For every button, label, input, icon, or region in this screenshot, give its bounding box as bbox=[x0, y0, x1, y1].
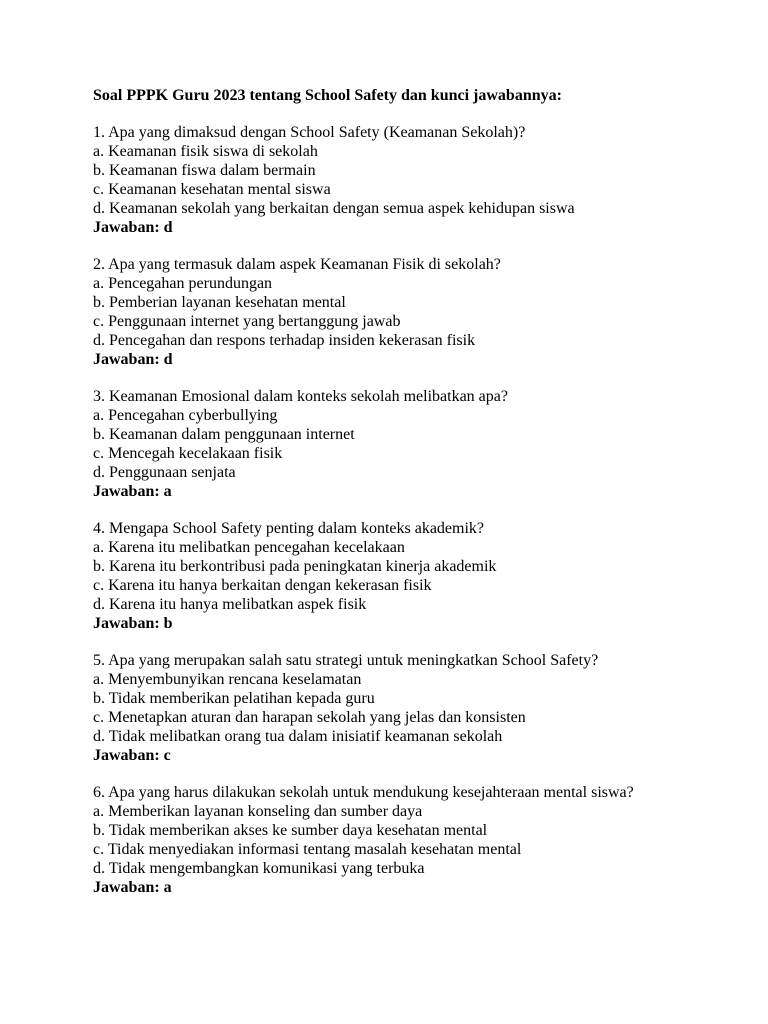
option-c: c. Keamanan kesehatan mental siswa bbox=[93, 181, 331, 198]
question-text: 5. Apa yang merupakan salah satu strategi untuk meningkatkan School Safety? bbox=[93, 652, 599, 669]
option-a: a. Karena itu melibatkan pencegahan kecelakaan bbox=[93, 539, 405, 556]
option-b: b. Karena itu berkontribusi pada peningkatan kinerja akademik bbox=[93, 558, 497, 575]
option-a: a. Memberikan layanan konseling dan sumber daya bbox=[93, 803, 423, 820]
option-b: b. Tidak memberikan akses ke sumber daya kesehatan mental bbox=[93, 822, 488, 839]
option-c: c. Tidak menyediakan informasi tentang masalah kesehatan mental bbox=[93, 841, 522, 858]
question-3 bbox=[93, 387, 753, 501]
option-a: a. Menyembunyikan rencana keselamatan bbox=[93, 671, 362, 688]
option-b: b. Keamanan fiswa dalam bermain bbox=[93, 162, 316, 179]
option-c: c. Menetapkan aturan dan harapan sekolah yang jelas dan konsisten bbox=[93, 709, 526, 726]
option-c: c. Karena itu hanya berkaitan dengan kekerasan fisik bbox=[93, 577, 432, 594]
option-b: b. Keamanan dalam penggunaan internet bbox=[93, 426, 355, 443]
answer-key: Jawaban: c bbox=[93, 747, 171, 764]
option-c: c. Penggunaan internet yang bertanggung jawab bbox=[93, 313, 401, 330]
question-2 bbox=[93, 255, 753, 369]
question-text: 3. Keamanan Emosional dalam konteks sekolah melibatkan apa? bbox=[93, 388, 508, 405]
option-a: a. Pencegahan cyberbullying bbox=[93, 407, 278, 424]
question-5 bbox=[93, 651, 753, 765]
answer-key: Jawaban: d bbox=[93, 219, 173, 236]
option-b: b. Pemberian layanan kesehatan mental bbox=[93, 294, 346, 311]
document-page bbox=[93, 86, 753, 915]
option-a: a. Pencegahan perundungan bbox=[93, 275, 273, 292]
option-c: c. Mencegah kecelakaan fisik bbox=[93, 445, 283, 462]
option-a: a. Keamanan fisik siswa di sekolah bbox=[93, 143, 318, 160]
option-b: b. Tidak memberikan pelatihan kepada guru bbox=[93, 690, 375, 707]
question-text: 2. Apa yang termasuk dalam aspek Keamanan Fisik di sekolah? bbox=[93, 256, 501, 273]
document-title: Soal PPPK Guru 2023 tentang School Safety dan kunci jawabannya: bbox=[93, 87, 562, 104]
answer-key: Jawaban: a bbox=[93, 483, 172, 500]
question-1 bbox=[93, 123, 753, 237]
question-text: 4. Mengapa School Safety penting dalam konteks akademik? bbox=[93, 520, 485, 537]
option-d: d. Tidak melibatkan orang tua dalam inisiatif keamanan sekolah bbox=[93, 728, 503, 745]
option-d: d. Keamanan sekolah yang berkaitan dengan semua aspek kehidupan siswa bbox=[93, 200, 575, 217]
option-d: d. Penggunaan senjata bbox=[93, 464, 236, 481]
question-text: 6. Apa yang harus dilakukan sekolah untuk mendukung kesejahteraan mental siswa? bbox=[93, 784, 634, 801]
question-6 bbox=[93, 783, 753, 897]
question-text: 1. Apa yang dimaksud dengan School Safety (Keamanan Sekolah)? bbox=[93, 124, 526, 141]
option-d: d. Tidak mengembangkan komunikasi yang terbuka bbox=[93, 860, 425, 877]
option-d: d. Karena itu hanya melibatkan aspek fisik bbox=[93, 596, 367, 613]
question-4 bbox=[93, 519, 753, 633]
answer-key: Jawaban: d bbox=[93, 351, 173, 368]
answer-key: Jawaban: a bbox=[93, 879, 172, 896]
answer-key: Jawaban: b bbox=[93, 615, 173, 632]
option-d: d. Pencegahan dan respons terhadap insiden kekerasan fisik bbox=[93, 332, 476, 349]
